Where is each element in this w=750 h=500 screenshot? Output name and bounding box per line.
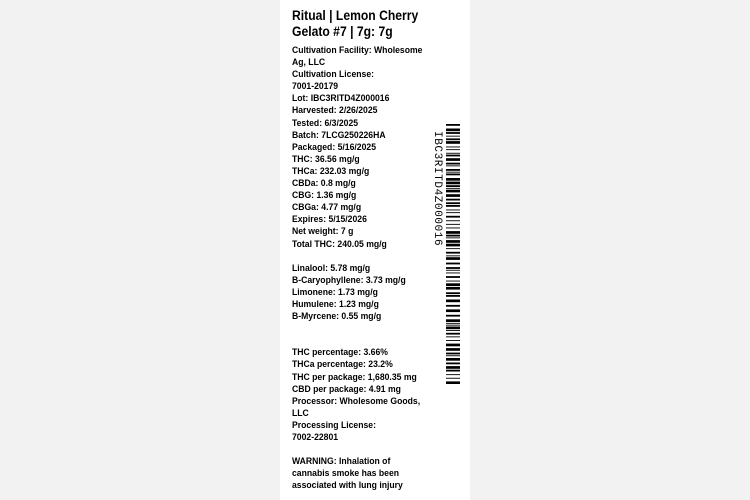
processor-line: Processor: Wholesome Goods,	[292, 395, 421, 407]
barcode-bar	[446, 194, 460, 197]
barcode-bar	[446, 210, 460, 211]
processor-line: LLC	[292, 407, 309, 419]
barcode-bar	[446, 370, 460, 372]
detail-line: CBDa: 0.8 mg/g	[292, 178, 356, 190]
title-line-1: Ritual | Lemon Cherry	[292, 8, 419, 23]
detail-line: CBGa: 4.77 mg/g	[292, 202, 362, 214]
barcode-bar	[446, 216, 460, 218]
barcode-bar	[446, 283, 460, 286]
barcode-bar	[446, 267, 460, 269]
potency-block	[292, 347, 427, 444]
barcode-bar	[446, 319, 460, 322]
detail-line: Ag, LLC	[292, 57, 326, 69]
spacer	[292, 251, 427, 263]
barcode-bar	[446, 224, 460, 225]
barcode-bar	[446, 287, 460, 290]
terpene-line: B-Caryophyllene: 3.73 mg/g	[292, 274, 406, 286]
barcode-bar	[446, 235, 460, 237]
barcode-bar	[446, 263, 460, 265]
barcode-bar	[446, 344, 460, 347]
barcode-bar	[446, 185, 460, 187]
barcode-bar	[446, 374, 460, 375]
barcode-bar	[446, 270, 460, 271]
barcode-bar	[446, 199, 460, 201]
barcode-bar	[446, 257, 460, 260]
barcode-bar	[446, 124, 460, 126]
barcode-bar	[446, 381, 460, 384]
detail-line: Harvested: 2/26/2025	[292, 105, 378, 117]
barcode-bar	[446, 244, 460, 247]
barcode-bar	[446, 353, 460, 355]
product-title	[292, 8, 427, 40]
barcode-bar	[446, 358, 460, 361]
barcode-bar	[446, 174, 460, 176]
barcode-bar	[446, 141, 460, 144]
barcode-bar	[446, 378, 460, 379]
warning-line: associated with lung injury	[292, 480, 403, 492]
barcode-bar	[446, 363, 460, 365]
spacer	[292, 323, 427, 347]
barcode-bar	[446, 330, 460, 331]
potency-line: THC percentage: 3.66%	[292, 347, 388, 359]
barcode-bar	[446, 355, 460, 356]
barcode-bar	[446, 292, 460, 294]
barcode-bar	[446, 169, 460, 171]
terpene-block	[292, 263, 427, 323]
barcode-bar	[446, 190, 460, 193]
barcode-bar	[446, 252, 460, 254]
barcode-bar	[446, 323, 460, 324]
barcode-bar	[446, 281, 460, 282]
barcode-bar	[446, 255, 460, 256]
barcode-bar	[446, 205, 460, 207]
barcode-bar	[446, 129, 460, 132]
processor-line: 7002-22801	[292, 432, 339, 443]
barcode-bar	[446, 165, 460, 166]
barcode-bar	[446, 300, 460, 303]
barcode-bar	[446, 333, 460, 335]
barcode-bar	[446, 325, 460, 326]
barcode-bar	[446, 153, 460, 154]
detail-line: Cultivation Facility: Wholesome	[292, 45, 423, 56]
barcode-bar	[446, 340, 460, 341]
barcode-caption	[431, 131, 443, 381]
detail-line: Tested: 6/3/2025	[292, 117, 359, 129]
terpene-line: Linalool: 5.78 mg/g	[292, 262, 371, 274]
detail-line: THCa: 232.03 mg/g	[292, 165, 370, 177]
barcode-bar	[446, 155, 460, 157]
barcode-bar	[446, 336, 460, 337]
terpene-line: B-Myrcene: 0.55 mg/g	[292, 311, 382, 323]
barcode-bar	[446, 327, 460, 330]
terpene-line: Limonene: 1.73 mg/g	[292, 286, 378, 298]
product-label	[280, 0, 470, 500]
spacer	[292, 444, 427, 456]
barcode-bar	[446, 315, 460, 317]
detail-line: Lot: IBC3RITD4Z000016	[292, 93, 390, 105]
barcode-bar	[446, 182, 460, 185]
barcode-bar	[446, 276, 460, 278]
detail-line: THC: 36.56 mg/g	[292, 153, 360, 165]
barcode-bar	[446, 136, 460, 137]
barcode-bar	[446, 212, 460, 213]
detail-line: Net weight: 7 g	[292, 226, 354, 238]
barcode-number: IBC3RITD4Z000016	[431, 131, 443, 247]
barcode-bar	[446, 231, 460, 234]
detail-line: Expires: 5/15/2026	[292, 214, 367, 226]
barcode-bar	[446, 309, 460, 312]
barcode-bar	[446, 172, 460, 173]
barcode-bar	[446, 132, 460, 134]
processor-line: Processing License:	[292, 419, 376, 431]
detail-line: CBG: 1.36 mg/g	[292, 190, 357, 202]
barcode-bar	[446, 158, 460, 161]
title-line-2: Gelato #7 | 7g: 7g	[292, 24, 393, 39]
barcode-bar	[446, 237, 460, 238]
barcode-bar	[446, 305, 460, 307]
barcode-bar	[446, 295, 460, 297]
barcode-bar	[446, 138, 460, 140]
barcode-bar	[446, 163, 460, 165]
potency-line: THCa percentage: 23.2%	[292, 359, 393, 371]
barcode-bar	[446, 147, 460, 148]
detail-line: Packaged: 5/16/2025	[292, 141, 377, 153]
potency-line: CBD per package: 4.91 mg	[292, 383, 401, 395]
barcode-bar	[446, 366, 460, 369]
barcode-bar	[446, 248, 460, 249]
barcode-bar	[446, 348, 460, 351]
warning-line: cannabis smoke has been	[292, 468, 400, 480]
barcode-bar	[446, 178, 460, 181]
barcode-bar	[446, 240, 460, 243]
warning-line: WARNING: Inhalation of	[292, 456, 391, 468]
detail-line: 7001-20179	[292, 81, 339, 93]
barcode-icon	[446, 124, 460, 384]
detail-line: Total THC: 240.05 mg/g	[292, 238, 387, 250]
cultivation-block	[292, 45, 427, 251]
potency-line: THC per package: 1,680.35 mg	[292, 371, 417, 383]
warning-block	[292, 456, 427, 492]
terpene-line: Humulene: 1.23 mg/g	[292, 298, 379, 310]
barcode-bar	[446, 188, 460, 189]
detail-line: Cultivation License:	[292, 69, 375, 81]
barcode-bar	[446, 273, 460, 274]
detail-line: Batch: 7LCG250226HA	[292, 129, 386, 141]
barcode-bar	[446, 228, 460, 229]
barcode-bar	[446, 149, 460, 150]
label-details	[292, 45, 427, 492]
barcode-bar	[446, 202, 460, 204]
barcode-bar	[446, 220, 460, 221]
